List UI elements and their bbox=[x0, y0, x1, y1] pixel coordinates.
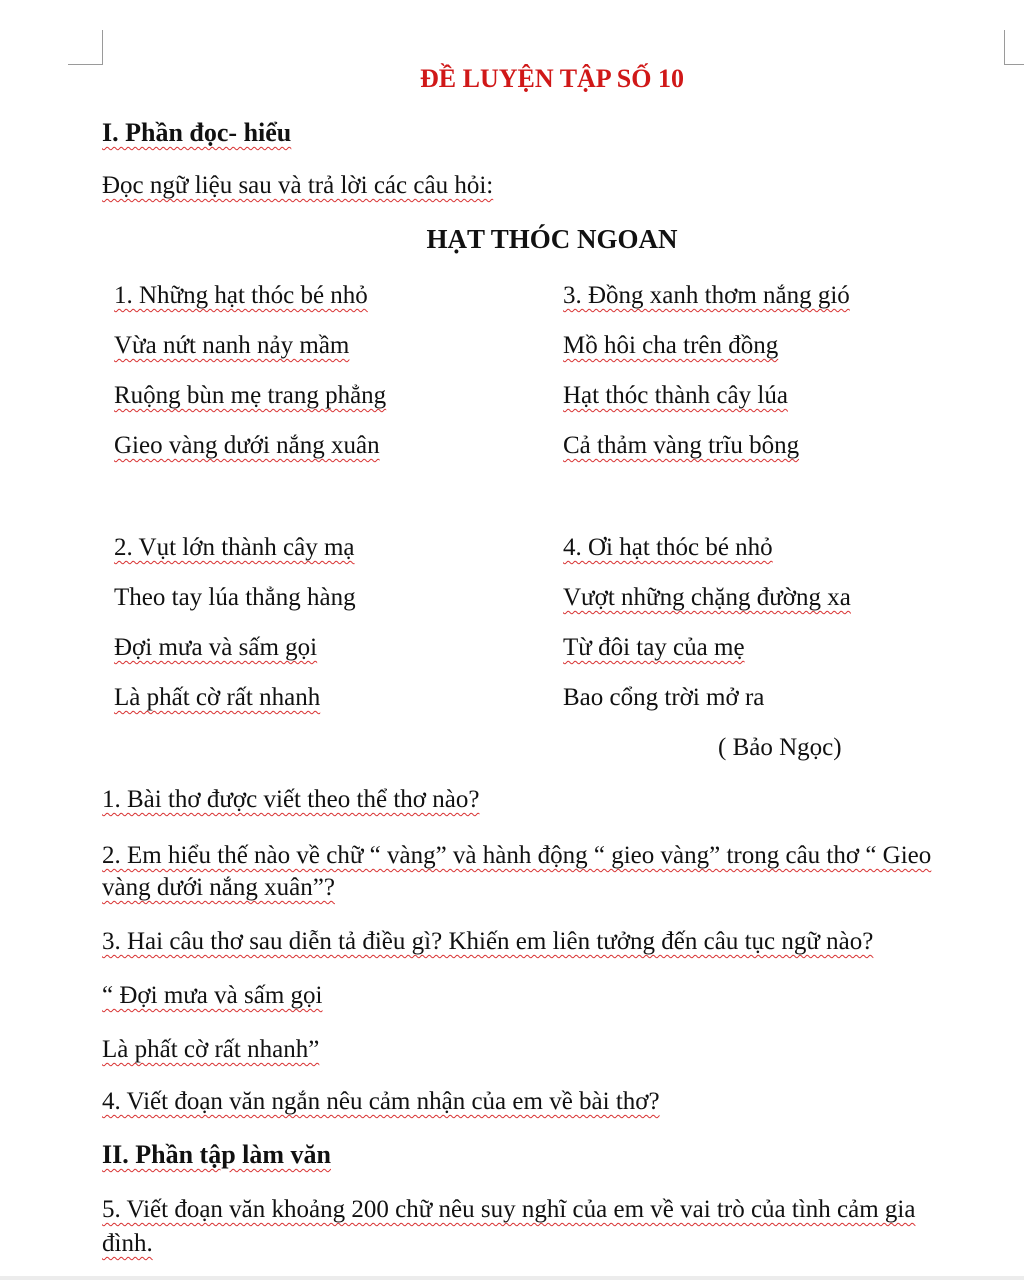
document-title: ĐỀ LUYỆN TẬP SỐ 10 bbox=[420, 64, 684, 93]
question-3-quote-line-1: “ Đợi mưa và sấm gọi bbox=[102, 982, 323, 1009]
poem-line: Gieo vàng dưới nắng xuân bbox=[114, 432, 380, 459]
poem-author: ( Bảo Ngọc) bbox=[718, 734, 842, 761]
poem-line: Hạt thóc thành cây lúa bbox=[563, 382, 788, 409]
reading-instruction: Đọc ngữ liệu sau và trả lời các câu hỏi: bbox=[102, 172, 494, 199]
poem-line: Bao cổng trời mở ra bbox=[563, 684, 765, 711]
question-1: 1. Bài thơ được viết theo thể thơ nào? bbox=[102, 786, 480, 813]
poem-line: Là phất cờ rất nhanh bbox=[114, 684, 321, 711]
question-4: 4. Viết đoạn văn ngắn nêu cảm nhận của em về bài thơ? bbox=[102, 1088, 660, 1115]
question-2-line-1: 2. Em hiểu thế nào về chữ “ vàng” và hành động “ gieo vàng” trong câu thơ “ Gieo bbox=[102, 842, 932, 869]
question-3-quote-line-2: Là phất cờ rất nhanh” bbox=[102, 1036, 320, 1063]
poem-line: Từ đôi tay của mẹ bbox=[563, 634, 745, 661]
question-2-line-2: vàng dưới nắng xuân”? bbox=[102, 874, 335, 901]
poem-line: 4. Ơi hạt thóc bé nhỏ bbox=[563, 534, 773, 561]
poem-line: Mồ hôi cha trên đồng bbox=[563, 332, 779, 359]
section-2-heading: II. Phần tập làm văn bbox=[102, 1140, 331, 1169]
section-1-heading: I. Phần đọc- hiểu bbox=[102, 118, 292, 147]
question-5-line-2: đình. bbox=[102, 1230, 153, 1257]
crop-mark-top-left bbox=[68, 30, 103, 65]
poem-line: Theo tay lúa thẳng hàng bbox=[114, 584, 356, 611]
question-5-line-1: 5. Viết đoạn văn khoảng 200 chữ nêu suy nghĩ của em về vai trò của tình cảm gia bbox=[102, 1196, 916, 1223]
question-3: 3. Hai câu thơ sau diễn tả điều gì? Khiến em liên tưởng đến câu tục ngữ nào? bbox=[102, 928, 874, 955]
poem-line: Vừa nứt nanh nảy mầm bbox=[114, 332, 350, 359]
poem-line: Đợi mưa và sấm gọi bbox=[114, 634, 318, 661]
poem-line: Cả thảm vàng trĩu bông bbox=[563, 432, 800, 459]
poem-line: 3. Đồng xanh thơm nắng gió bbox=[563, 282, 850, 309]
crop-mark-top-right bbox=[1004, 30, 1024, 65]
poem-line: 2. Vụt lớn thành cây mạ bbox=[114, 534, 355, 561]
poem-line: 1. Những hạt thóc bé nhỏ bbox=[114, 282, 368, 309]
poem-line: Vượt những chặng đường xa bbox=[563, 584, 851, 611]
page-bottom-edge bbox=[0, 1276, 1024, 1280]
poem-title: HẠT THÓC NGOAN bbox=[426, 224, 678, 254]
poem-line: Ruộng bùn mẹ trang phẳng bbox=[114, 382, 387, 409]
